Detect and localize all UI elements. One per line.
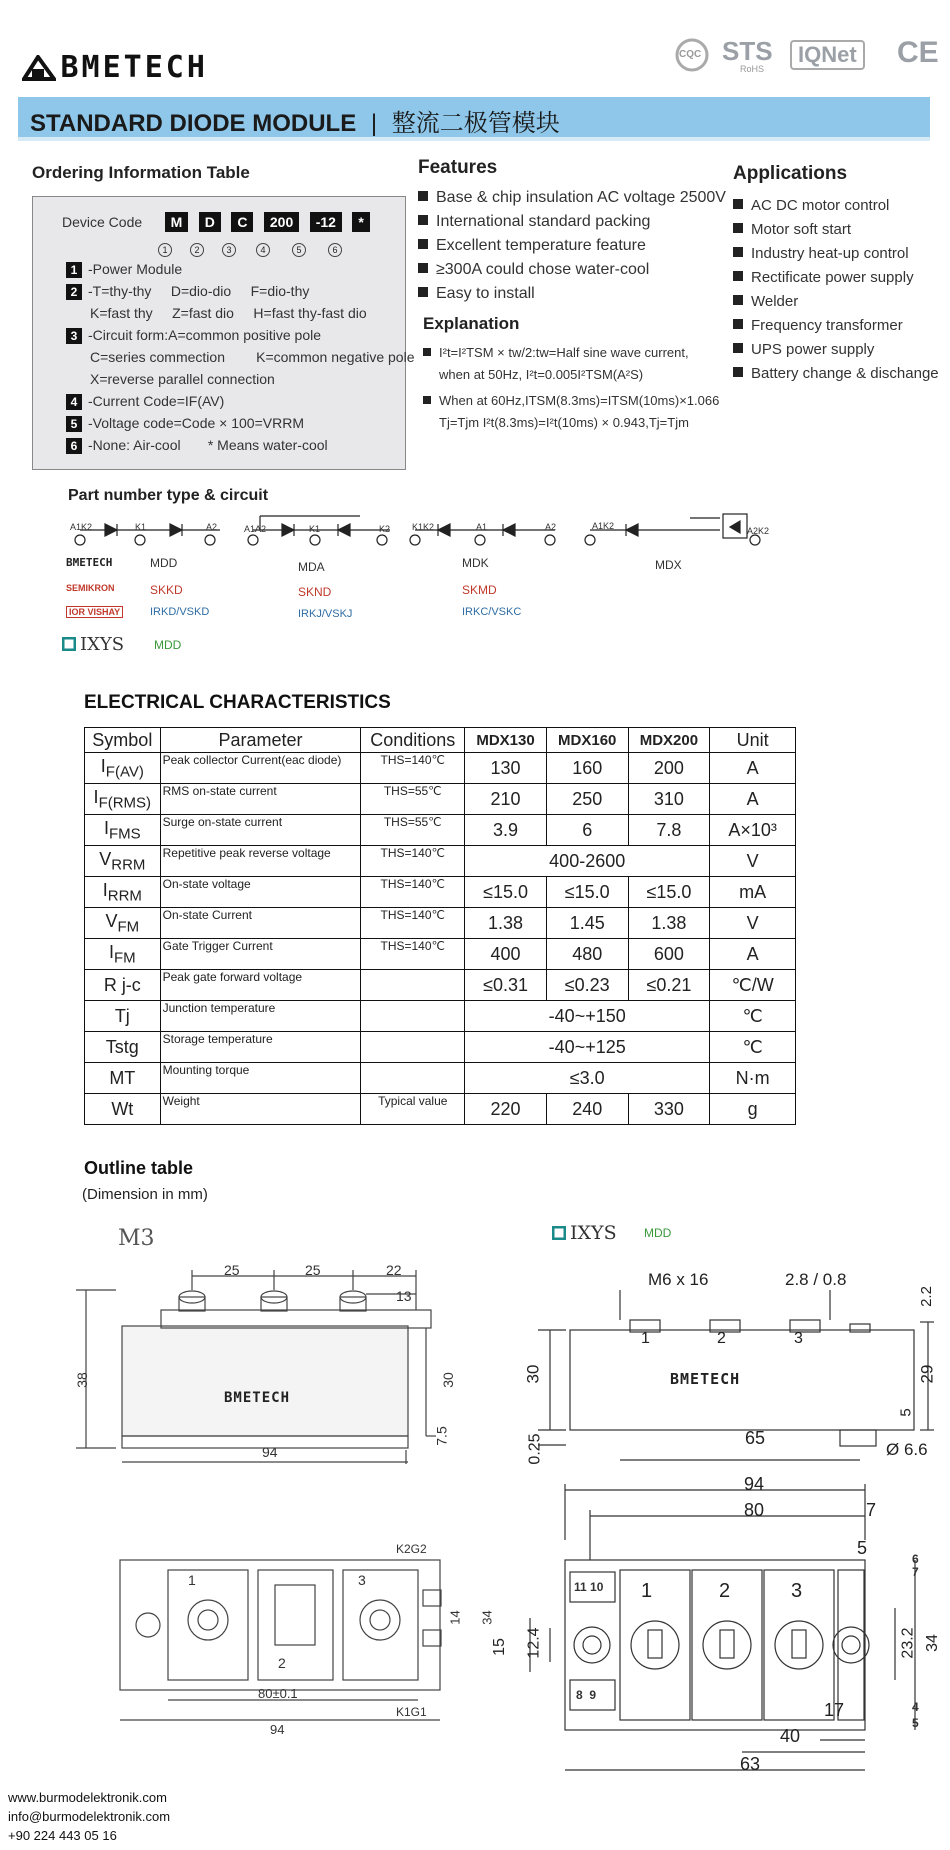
right-top-view — [520, 1480, 945, 1780]
dim-label: 7 — [866, 1500, 877, 1520]
dim-label: 30 — [523, 1364, 543, 1384]
m3-label: M3 — [118, 1226, 155, 1251]
dim-label: 12.4 — [525, 1627, 543, 1659]
unit-cell: g — [710, 1094, 796, 1125]
bullet-icon — [733, 199, 743, 209]
application-item: Industry heat-up control — [733, 242, 948, 266]
value-cell: ≤0.31 — [465, 970, 547, 1001]
value-cell: 1.45 — [546, 908, 628, 939]
code-box: C — [231, 212, 253, 232]
line-text: -T=thy-thy D=dio-dio F=dio-thy — [88, 283, 310, 299]
cond-cell — [361, 970, 465, 1001]
dim-label: 2.8 / 0.8 — [785, 1270, 847, 1289]
unit-cell: ℃/W — [710, 970, 796, 1001]
dim-label: 5 — [857, 1538, 868, 1558]
dim-label: 63 — [740, 1754, 761, 1774]
code-box: * — [352, 212, 369, 232]
ordering-lines — [66, 258, 415, 456]
dim-label: 6 — [912, 1552, 919, 1566]
left-top-view — [118, 1550, 448, 1730]
dim-label: 25 — [305, 1262, 321, 1278]
param-cell: Peak gate forward voltage — [160, 970, 361, 1001]
k2g2-label: K2G2 — [396, 1542, 427, 1556]
dim-label: 80 — [744, 1500, 765, 1520]
cond-cell: Typical value — [361, 1094, 465, 1125]
dim-label: 14 — [447, 1610, 463, 1625]
application-item: UPS power supply — [733, 338, 948, 362]
param-cell: Surge on-state current — [160, 815, 361, 846]
value-cell: 210 — [465, 784, 547, 815]
value-cell: ≤0.23 — [546, 970, 628, 1001]
pin-label: K1K2 — [412, 522, 435, 532]
line-number: 1 — [66, 262, 82, 278]
line-number: 4 — [66, 394, 82, 410]
bmetech-module-label: BMETECH — [224, 1390, 291, 1406]
code-num: 1 — [158, 243, 172, 257]
cond-cell: THS=55℃ — [361, 815, 465, 846]
dim-label: 0.25 — [526, 1433, 544, 1465]
code-num: 3 — [222, 243, 236, 257]
unit-cell: A — [710, 939, 796, 970]
applications-list — [733, 194, 948, 386]
line-number: 3 — [66, 328, 82, 344]
feature-item: ≥300A could chose water-cool — [418, 258, 748, 282]
cond-cell: THS=140℃ — [361, 939, 465, 970]
unit-cell: mA — [710, 877, 796, 908]
header-cell: Conditions — [361, 728, 465, 753]
dim-label: 80±0.1 — [258, 1686, 298, 1701]
param-cell: Gate Trigger Current — [160, 939, 361, 970]
applications-title: Applications — [733, 163, 848, 184]
cond-cell: THS=140℃ — [361, 846, 465, 877]
pin-label: A1A2 — [244, 524, 267, 534]
application-item: Frequency transformer — [733, 314, 948, 338]
param-cell: Storage temperature — [160, 1032, 361, 1063]
bullet-icon — [418, 263, 428, 273]
banner-separator: | — [370, 110, 378, 137]
m6-label: M6 x 16 — [648, 1270, 709, 1289]
logo-mark-icon — [22, 55, 56, 81]
value-cell: 250 — [546, 784, 628, 815]
value-cell: 200 — [628, 753, 710, 784]
line-text: -Voltage code=Code × 100=VRRM — [88, 415, 304, 431]
sts-cert: STS — [722, 36, 773, 66]
table-row — [85, 1094, 796, 1125]
symbol-cell: MT — [85, 1063, 161, 1094]
bullet-icon — [733, 319, 743, 329]
ixys-brand: IXYS — [80, 634, 125, 655]
device-code-row — [62, 212, 376, 232]
dim-label: 30 — [439, 1372, 456, 1388]
bullet-icon — [423, 348, 431, 356]
part-code: IRKJ/VSKJ — [298, 608, 353, 620]
part-code: IRKC/VSKC — [462, 606, 522, 618]
dim-label: 23.2 — [899, 1627, 917, 1659]
certifications — [672, 36, 939, 78]
param-cell: RMS on-state current — [160, 784, 361, 815]
part-code: MDD — [154, 638, 182, 652]
bullet-icon — [418, 191, 428, 201]
ordering-line — [66, 280, 406, 302]
unit-cell: ℃ — [710, 1001, 796, 1032]
application-item: AC DC motor control — [733, 194, 948, 218]
dim-label: 40 — [780, 1726, 801, 1746]
unit-cell: V — [710, 908, 796, 939]
pin-number: 1 — [188, 1572, 196, 1588]
ixys-logo-icon — [62, 637, 76, 651]
dim-label: 5 — [912, 1716, 919, 1730]
dim-label: 38 — [73, 1372, 90, 1388]
feature-item: Excellent temperature feature — [418, 234, 748, 258]
footer-website[interactable]: www.burmodelektronik.com — [8, 1790, 167, 1805]
param-cell: Weight — [160, 1094, 361, 1125]
pin-label: A2 — [206, 522, 218, 532]
left-side-view — [73, 1250, 456, 1475]
bmetech-module-label: BMETECH — [670, 1370, 741, 1388]
value-cell: ≤15.0 — [546, 877, 628, 908]
bullet-icon — [733, 343, 743, 353]
pin-number: 2 — [278, 1655, 286, 1671]
table-header-row — [85, 728, 796, 753]
dim-label: 65 — [745, 1428, 766, 1448]
value-cell: ≤15.0 — [628, 877, 710, 908]
value-cell: ≤15.0 — [465, 877, 547, 908]
code-num: 2 — [190, 243, 204, 257]
brand-row-semikron — [66, 583, 766, 601]
dim-label: 7 — [912, 1565, 919, 1579]
part-code: MDD — [150, 556, 178, 570]
unit-cell: ℃ — [710, 1032, 796, 1063]
banner-title — [30, 103, 560, 138]
table-row — [85, 939, 796, 970]
dim-label: Ø 6.6 — [886, 1440, 928, 1459]
param-cell: Mounting torque — [160, 1063, 361, 1094]
symbol-cell: $I_{F(AV)}$ — [85, 753, 161, 784]
table-row — [85, 877, 796, 908]
explanation-line: I²t=I²TSM × tw/2:tw=Half sine wave current, — [423, 342, 743, 364]
dim-label: 94 — [270, 1722, 285, 1737]
dim-label: 34 — [479, 1610, 495, 1625]
table-row — [85, 784, 796, 815]
dim-label: 34 — [923, 1634, 941, 1652]
value-cell: 1.38 — [628, 908, 710, 939]
line-text: -Circuit form:A=common positive pole — [88, 327, 322, 343]
header-cell: MDX200 — [628, 728, 710, 753]
pin-label: A1K2 — [592, 521, 615, 531]
dim-label: 22 — [386, 1262, 402, 1278]
footer-email[interactable]: info@burmodelektronik.com — [8, 1809, 171, 1824]
value-cell: 310 — [628, 784, 710, 815]
symbol-cell: Wt — [85, 1094, 161, 1125]
value-cell: 1.38 — [465, 908, 547, 939]
param-cell: On-state voltage — [160, 877, 361, 908]
value-cell: 220 — [465, 1094, 547, 1125]
cond-cell: THS=140℃ — [361, 753, 465, 784]
code-box: 200 — [264, 212, 299, 232]
line-text: -None: Air-cool * Means water-cool — [88, 437, 328, 453]
application-item: Battery change & dischange — [733, 362, 948, 386]
ordering-title: Ordering Information Table — [32, 163, 250, 182]
pin-number: 1 — [641, 1580, 653, 1602]
ordering-line — [66, 258, 406, 280]
ordering-line: X=reverse parallel connection — [90, 371, 275, 387]
cond-cell: THS=140℃ — [361, 877, 465, 908]
value-cell: 160 — [546, 753, 628, 784]
symbol-cell: Tj — [85, 1001, 161, 1032]
pin-number: 1 — [641, 1330, 650, 1347]
line-number: 6 — [66, 438, 82, 454]
value-cell: 240 — [546, 1094, 628, 1125]
part-code: SKND — [298, 585, 332, 599]
symbol-cell: $I_{FMS}$ — [85, 815, 161, 846]
ordering-line — [66, 412, 406, 434]
ordering-line: K=fast thy Z=fast dio H=fast thy-fast dio — [90, 305, 367, 321]
part-code: MDK — [462, 556, 489, 570]
ordering-line — [66, 390, 406, 412]
circuit-mdd — [75, 524, 220, 545]
dim-label: 25 — [224, 1262, 240, 1278]
value-cell: 600 — [628, 939, 710, 970]
table-row — [85, 1032, 796, 1063]
terminal-label: 11 10 — [574, 1580, 604, 1594]
application-item: Welder — [733, 290, 948, 314]
header-cell: Unit — [710, 728, 796, 753]
table-row — [85, 815, 796, 846]
footer-phone: +90 224 443 05 16 — [8, 1828, 117, 1843]
electrical-table — [84, 727, 796, 1125]
value-cell: 400-2600 — [465, 846, 710, 877]
electrical-title: ELECTRICAL CHARACTERISTICS — [84, 692, 391, 713]
value-cell: 3.9 — [465, 815, 547, 846]
ixys-brand: IXYS — [570, 1222, 617, 1244]
header-cell: Symbol — [85, 728, 161, 753]
circuit-diagrams — [60, 512, 780, 562]
features-title: Features — [418, 157, 498, 178]
brand-logo — [22, 50, 208, 85]
ordering-line — [66, 324, 406, 346]
code-box: M — [165, 212, 189, 232]
table-row — [85, 908, 796, 939]
part-code: MDA — [298, 560, 325, 574]
brand-row-bmetech — [66, 556, 766, 574]
bullet-icon — [733, 367, 743, 377]
pin-label: A1K2 — [70, 522, 93, 532]
ixys-logo-icon — [552, 1226, 566, 1240]
param-cell: On-state Current — [160, 908, 361, 939]
pin-number: 3 — [358, 1572, 366, 1588]
unit-cell: A — [710, 753, 796, 784]
table-row — [85, 753, 796, 784]
feature-item: Base & chip insulation AC voltage 2500V — [418, 186, 748, 210]
ordering-line — [66, 434, 406, 456]
value-cell: ≤0.21 — [628, 970, 710, 1001]
banner-title-cn: 整流二极管模块 — [391, 110, 560, 137]
logo-text: BMETECH — [60, 50, 208, 85]
pin-number: 2 — [719, 1580, 731, 1602]
dim-label: 4 — [912, 1700, 919, 1714]
semikron-brand: SEMIKRON — [66, 583, 115, 593]
rohs-label: RoHS — [740, 64, 765, 74]
outline-subtitle: (Dimension in mm) — [82, 1186, 208, 1203]
explanation-title: Explanation — [423, 314, 520, 333]
pin-number: 3 — [794, 1330, 803, 1347]
symbol-cell: $I_{RRM}$ — [85, 877, 161, 908]
dim-label: 29 — [917, 1364, 937, 1384]
dim-label: 5 — [897, 1408, 915, 1417]
iqnet-cert: IQNet — [790, 40, 865, 70]
k1g1-label: K1G1 — [396, 1705, 427, 1719]
code-num: 5 — [292, 243, 306, 257]
param-cell: Repetitive peak reverse voltage — [160, 846, 361, 877]
ixys-outline-brand — [552, 1222, 752, 1246]
pin-label: K2 — [379, 524, 391, 534]
unit-cell: N·m — [710, 1063, 796, 1094]
mdd-code: MDD — [644, 1226, 672, 1240]
param-cell: Peak collector Current(eac diode) — [160, 753, 361, 784]
symbol-cell: $I_{FM}$ — [85, 939, 161, 970]
pin-label: A2K2 — [747, 526, 770, 536]
bullet-icon — [418, 215, 428, 225]
table-row — [85, 970, 796, 1001]
cqc-cert-label: CQC — [679, 49, 702, 60]
application-item: Rectificate power supply — [733, 266, 948, 290]
bullet-icon — [733, 223, 743, 233]
bullet-icon — [733, 247, 743, 257]
dim-label: 17 — [824, 1700, 845, 1720]
bmetech-brand: BMETECH — [66, 556, 113, 569]
code-num: 6 — [328, 243, 342, 257]
symbol-cell: R j-c — [85, 970, 161, 1001]
header-cell: MDX160 — [546, 728, 628, 753]
bullet-icon — [733, 295, 743, 305]
ordering-line: C=series commection K=common negative pole — [90, 349, 415, 365]
table-row — [85, 1001, 796, 1032]
cond-cell — [361, 1032, 465, 1063]
ior-vishay-brand: IOR VISHAY — [66, 606, 123, 618]
bullet-icon — [418, 287, 428, 297]
bullet-icon — [733, 271, 743, 281]
line-number: 2 — [66, 284, 82, 300]
pin-label: K1 — [309, 524, 321, 534]
application-item: Motor soft start — [733, 218, 948, 242]
line-number: 5 — [66, 416, 82, 432]
dim-label: 13 — [396, 1288, 412, 1304]
value-cell: 7.8 — [628, 815, 710, 846]
banner-title-en: STANDARD DIODE MODULE — [30, 110, 357, 137]
explanation-line: when at 50Hz, I²t=0.005I²TSM(A²S) — [439, 367, 644, 382]
pin-number: 2 — [717, 1330, 726, 1347]
device-code-label: Device Code — [62, 214, 143, 230]
feature-item: Easy to install — [418, 282, 748, 306]
pin-label: K1 — [135, 522, 147, 532]
value-cell: 480 — [546, 939, 628, 970]
explanation-text — [423, 342, 743, 434]
part-code: MDX — [655, 558, 682, 572]
dim-label: 15 — [490, 1638, 508, 1656]
dim-label: 7.5 — [433, 1426, 450, 1446]
header-cell: Parameter — [160, 728, 361, 753]
pin-label: A2 — [545, 522, 557, 532]
value-cell: -40~+150 — [465, 1001, 710, 1032]
ce-cert: CE — [897, 36, 939, 69]
explanation-line: Tj=Tjm I²t(8.3ms)=I²t(10ms) × 0.943,Tj=Tjm — [439, 415, 689, 430]
pin-label: A1 — [476, 522, 488, 532]
value-cell: 130 — [465, 753, 547, 784]
feature-item: International standard packing — [418, 210, 748, 234]
line-text: -Power Module — [88, 261, 183, 277]
table-row — [85, 1063, 796, 1094]
cond-cell — [361, 1001, 465, 1032]
table-row — [85, 846, 796, 877]
brand-row-ixys — [62, 634, 262, 656]
dim-label: 94 — [744, 1474, 765, 1494]
value-cell: 330 — [628, 1094, 710, 1125]
param-cell: Junction temperature — [160, 1001, 361, 1032]
unit-cell: V — [710, 846, 796, 877]
part-code: SKMD — [462, 583, 497, 597]
terminal-label: 8 9 — [576, 1688, 597, 1702]
cond-cell — [361, 1063, 465, 1094]
part-code: IRKD/VSKD — [150, 606, 210, 618]
cond-cell: THS=55℃ — [361, 784, 465, 815]
symbol-cell: $I_{F(RMS)}$ — [85, 784, 161, 815]
dim-label: 2.2 — [917, 1286, 935, 1307]
value-cell: 6 — [546, 815, 628, 846]
value-cell: ≤3.0 — [465, 1063, 710, 1094]
code-box: -12 — [310, 212, 342, 232]
symbol-cell: Tstg — [85, 1032, 161, 1063]
value-cell: -40~+125 — [465, 1032, 710, 1063]
symbol-cell: $V_{FM}$ — [85, 908, 161, 939]
line-text: -Current Code=IF(AV) — [88, 393, 225, 409]
unit-cell: A — [710, 784, 796, 815]
unit-cell: A×10³ — [710, 815, 796, 846]
explanation-line: When at 60Hz,ITSM(8.3ms)=ITSM(10ms)×1.066 — [423, 390, 743, 412]
code-box: D — [199, 212, 221, 232]
features-list — [418, 186, 748, 306]
header-cell: MDX130 — [465, 728, 547, 753]
pin-number: 3 — [791, 1580, 803, 1602]
brand-row-ior — [66, 606, 766, 624]
partnum-title: Part number type & circuit — [68, 487, 269, 504]
part-code: SKKD — [150, 583, 183, 597]
code-num: 4 — [256, 243, 270, 257]
cond-cell: THS=140℃ — [361, 908, 465, 939]
outline-title: Outline table — [84, 1158, 194, 1178]
bullet-icon — [418, 239, 428, 249]
dim-label: 94 — [262, 1444, 278, 1460]
value-cell: 400 — [465, 939, 547, 970]
footer-contact — [8, 1788, 170, 1845]
symbol-cell: $V_{RRM}$ — [85, 846, 161, 877]
bullet-icon — [423, 396, 431, 404]
